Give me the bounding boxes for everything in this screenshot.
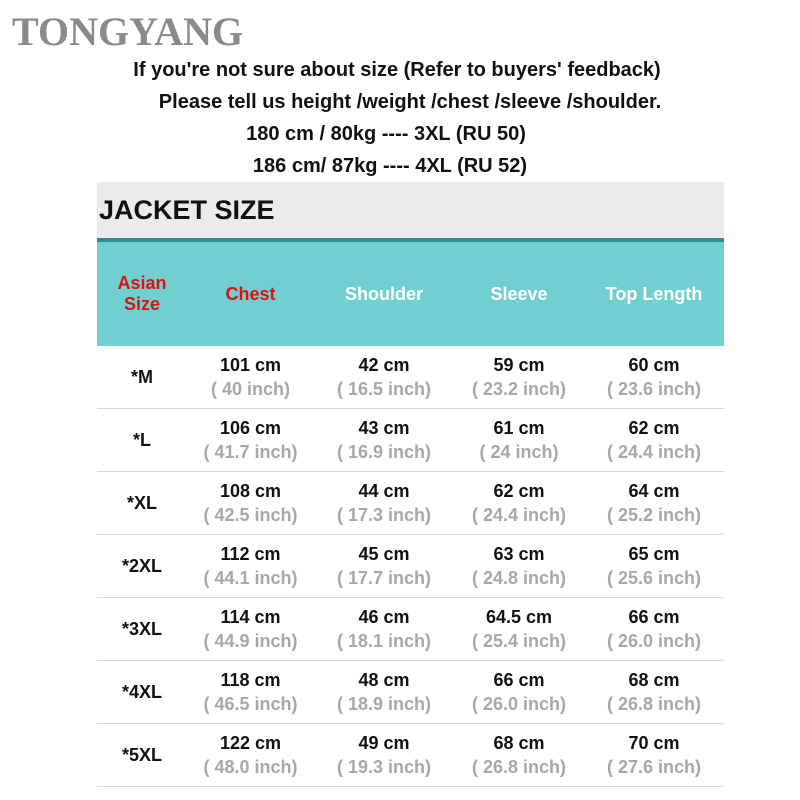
sleeve-cm: 59 cm: [493, 355, 545, 375]
shoulder-cm: 44 cm: [358, 481, 410, 501]
table-row: [97, 724, 724, 787]
shoulder-cm: 45 cm: [358, 544, 410, 564]
shoulder-cell: [314, 353, 454, 401]
top-length-cell: [584, 668, 724, 716]
shoulder-inch: ( 18.1 inch): [336, 631, 432, 651]
chest-cm: 101 cm: [219, 355, 282, 375]
top-length-cell: [584, 731, 724, 779]
shoulder-cell: [314, 731, 454, 779]
shoulder-cm: 48 cm: [358, 670, 410, 690]
top-length-cm: 60 cm: [628, 355, 680, 375]
size-chart-body: [97, 346, 724, 787]
sleeve-cell: [454, 668, 584, 716]
table-row: [97, 598, 724, 661]
top-length-inch: ( 26.0 inch): [606, 631, 702, 651]
top-length-cell: [584, 542, 724, 590]
top-length-cell: [584, 605, 724, 653]
sleeve-inch: ( 24.4 inch): [471, 505, 567, 525]
top-length-cm: 68 cm: [628, 670, 680, 690]
header-shoulder: Shoulder: [344, 283, 423, 304]
sleeve-cm: 62 cm: [493, 481, 545, 501]
top-length-inch: ( 23.6 inch): [606, 379, 702, 399]
top-length-inch: ( 27.6 inch): [606, 757, 702, 777]
note-refer-feedback: If you're not sure about size (Refer to buyers' feedback): [133, 59, 661, 81]
chest-cm: 114 cm: [220, 607, 281, 627]
top-length-inch: ( 25.2 inch): [606, 505, 702, 525]
chest-cm: 122 cm: [219, 733, 282, 753]
size-label: *XL: [126, 492, 157, 513]
top-length-cm: 64 cm: [628, 481, 680, 501]
shoulder-cell: [314, 542, 454, 590]
sleeve-inch: ( 26.8 inch): [471, 757, 567, 777]
chest-cm: 106 cm: [219, 418, 282, 438]
size-chart-header: [97, 242, 724, 346]
top-length-cm: 70 cm: [628, 733, 680, 753]
table-row: [97, 409, 724, 472]
sleeve-cell: [454, 731, 584, 779]
shoulder-cm: 42 cm: [358, 355, 410, 375]
note-example-4xl: 186 cm/ 87kg ---- 4XL (RU 52): [252, 155, 528, 177]
chest-inch: ( 40 inch): [210, 379, 290, 399]
shoulder-cm: 49 cm: [358, 733, 410, 753]
top-length-cell: [584, 353, 724, 401]
chest-cell: [187, 353, 314, 401]
shoulder-cell: [314, 605, 454, 653]
chest-inch: ( 46.5 inch): [203, 694, 298, 714]
header-asian-size: [97, 273, 187, 315]
top-length-inch: ( 25.6 inch): [606, 568, 702, 588]
sleeve-inch: ( 24 inch): [479, 442, 559, 462]
shoulder-cell: [314, 479, 454, 527]
table-row: [97, 661, 724, 724]
top-length-inch: ( 26.8 inch): [606, 694, 702, 714]
chest-inch: ( 42.5 inch): [203, 505, 298, 525]
size-label: *5XL: [121, 744, 163, 765]
shoulder-cell: [314, 668, 454, 716]
shoulder-inch: ( 16.9 inch): [336, 442, 432, 462]
chest-cell: [187, 605, 314, 653]
shoulder-cm: 43 cm: [358, 418, 410, 438]
shoulder-inch: ( 18.9 inch): [336, 694, 432, 714]
header-chest: Chest: [225, 283, 276, 304]
sleeve-inch: ( 24.8 inch): [471, 568, 567, 588]
shoulder-inch: ( 17.3 inch): [336, 505, 432, 525]
size-label: *M: [131, 366, 153, 387]
sleeve-inch: ( 26.0 inch): [471, 694, 567, 714]
sleeve-cm: 66 cm: [493, 670, 545, 690]
chest-cm: 112 cm: [220, 544, 281, 564]
chest-inch: ( 44.1 inch): [203, 568, 298, 588]
table-row: [97, 472, 724, 535]
top-length-cell: [584, 416, 724, 464]
header-top-length: Top Length: [605, 283, 703, 304]
top-length-cm: 62 cm: [628, 418, 680, 438]
size-notes: [0, 54, 800, 182]
top-length-inch: ( 24.4 inch): [606, 442, 702, 462]
size-label: *3XL: [121, 618, 163, 639]
sleeve-cm: 68 cm: [493, 733, 545, 753]
chest-cell: [187, 416, 314, 464]
chest-cell: [187, 542, 314, 590]
size-chart-title-bar: [97, 182, 724, 242]
brand-logo: TONGYANG: [12, 9, 244, 54]
top-length-cm: 66 cm: [628, 607, 680, 627]
size-chart: [97, 182, 724, 787]
sleeve-cm: 63 cm: [493, 544, 545, 564]
shoulder-cm: 46 cm: [358, 607, 410, 627]
shoulder-inch: ( 17.7 inch): [336, 568, 432, 588]
sleeve-cell: [454, 416, 584, 464]
chest-cell: [187, 479, 314, 527]
size-label: *2XL: [121, 555, 163, 576]
shoulder-inch: ( 16.5 inch): [336, 379, 432, 399]
chest-inch: ( 44.9 inch): [203, 631, 298, 651]
sleeve-cell: [454, 542, 584, 590]
sleeve-cm: 61 cm: [493, 418, 545, 438]
chest-inch: ( 41.7 inch): [203, 442, 298, 462]
top-length-cell: [584, 479, 724, 527]
chest-inch: ( 48.0 inch): [203, 757, 298, 777]
sleeve-cell: [454, 353, 584, 401]
sleeve-cm: 64.5 cm: [485, 607, 553, 627]
sleeve-cell: [454, 605, 584, 653]
header-sleeve: Sleeve: [490, 283, 548, 304]
sleeve-inch: ( 25.4 inch): [471, 631, 567, 651]
sleeve-cell: [454, 479, 584, 527]
table-row: [97, 535, 724, 598]
header-size-label: Size: [123, 294, 161, 314]
size-label: *L: [133, 429, 151, 450]
note-tell-measurements: Please tell us height /weight /chest /sleeve /shoulder.: [158, 91, 662, 113]
sleeve-inch: ( 23.2 inch): [471, 379, 567, 399]
chest-cell: [187, 668, 314, 716]
header-asian-label: Asian: [117, 273, 167, 293]
size-chart-title: JACKET SIZE: [99, 195, 275, 225]
chest-cm: 108 cm: [219, 481, 282, 501]
shoulder-cell: [314, 416, 454, 464]
shoulder-inch: ( 19.3 inch): [336, 757, 432, 777]
chest-cell: [187, 731, 314, 779]
top-length-cm: 65 cm: [628, 544, 680, 564]
table-row: [97, 346, 724, 409]
chest-cm: 118 cm: [220, 670, 281, 690]
size-label: *4XL: [121, 681, 163, 702]
note-example-3xl: 180 cm / 80kg ---- 3XL (RU 50): [246, 123, 526, 145]
